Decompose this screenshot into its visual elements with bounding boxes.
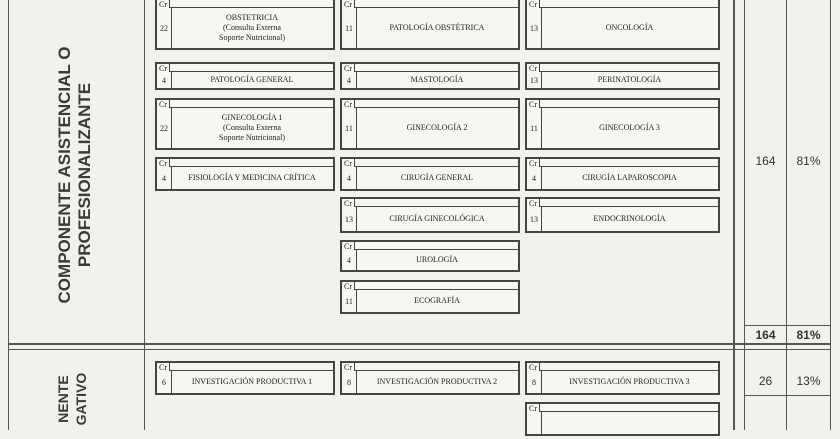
course-name: PERINATOLOGÍA — [597, 75, 662, 84]
course-patologia-obstetrica — [340, 0, 520, 50]
course-name: CIRUGÍA GINECOLÓGICA — [389, 214, 485, 223]
course-header-bar — [354, 363, 518, 371]
course-credits: 22 — [157, 8, 172, 48]
section-label-asistencial — [55, 35, 105, 315]
course-investigacion-productiva-3 — [525, 361, 720, 395]
cr-label: Cr — [529, 64, 537, 73]
course-name: CIRUGÍA LAPAROSCOPIA — [582, 173, 677, 182]
cr-label: Cr — [344, 363, 352, 372]
cr-label: Cr — [159, 64, 167, 73]
course-name: PATOLOGÍA GENERAL — [210, 75, 294, 84]
course-header-bar — [169, 100, 333, 108]
course-credits: 4 — [342, 167, 357, 189]
course-header-bar — [354, 0, 518, 8]
course-header-bar — [354, 199, 518, 207]
course-credits: 6 — [157, 371, 172, 393]
section-divider-2 — [8, 349, 831, 350]
investigativo-totals-line — [745, 395, 831, 396]
course-name — [541, 412, 718, 434]
course-credits: 8 — [342, 371, 357, 393]
course-credits: 8 — [527, 371, 542, 393]
course-credits: 4 — [157, 72, 172, 88]
section-label-investigativo-line1: NENTE — [55, 375, 71, 423]
totals-column-divider-a — [744, 0, 745, 430]
course-name: INVESTIGACIÓN PRODUCTIVA 3 — [569, 377, 690, 386]
course-credits: 22 — [157, 108, 172, 148]
course-name: ONCOLOGÍA — [605, 23, 654, 32]
totals-column-divider-b — [786, 0, 787, 430]
section-label-investigativo-line2: GATIVO — [73, 372, 89, 426]
section-divider-1 — [8, 343, 831, 345]
course-oncologia — [525, 0, 720, 50]
course-header-bar — [354, 282, 518, 290]
course-name: GINECOLOGÍA 2 — [406, 123, 468, 132]
course-name: INVESTIGACIÓN PRODUCTIVA 2 — [376, 377, 498, 386]
course-name: UROLOGÍA — [416, 255, 458, 264]
cr-label: Cr — [529, 363, 537, 372]
course-patologia-general — [155, 62, 335, 90]
course-partial-bottom — [525, 402, 720, 436]
subtotal-top-line — [745, 325, 831, 326]
course-name: OBSTETRICIA (Consulta Externa Soporte Nutricional) — [219, 13, 285, 42]
course-ginecologia-3 — [525, 98, 720, 150]
table-border-left — [8, 0, 9, 430]
course-header-bar — [539, 100, 718, 108]
course-cirugia-general — [340, 157, 520, 191]
course-credits: 13 — [527, 8, 542, 48]
course-name: ENDOCRINOLOGÍA — [593, 214, 666, 223]
course-header-bar — [539, 404, 718, 412]
cr-label: Cr — [344, 159, 352, 168]
course-ginecologia-2 — [340, 98, 520, 150]
course-credits: 13 — [342, 207, 357, 231]
course-name: GINECOLOGÍA 1 (Consulta Externa Soporte Nutricional) — [219, 113, 285, 142]
asistencial-total-credits: 164 — [755, 154, 776, 168]
cr-label: Cr — [344, 199, 352, 208]
course-name: MASTOLOGÍA — [410, 75, 464, 84]
course-credits: 11 — [342, 108, 357, 148]
course-name: ECOGRAFÍA — [414, 296, 460, 305]
cr-label: Cr — [529, 199, 537, 208]
cr-label: Cr — [159, 159, 167, 168]
course-header-bar — [539, 363, 718, 371]
course-cirugia-laparoscopia — [525, 157, 720, 191]
course-name: FISIOLOGÍA Y MEDICINA CRÍTICA — [188, 173, 316, 182]
course-investigacion-productiva-2 — [340, 361, 520, 395]
course-header-bar — [169, 64, 333, 72]
course-credits: 13 — [527, 207, 542, 231]
course-header-bar — [354, 242, 518, 250]
course-header-bar — [169, 0, 333, 8]
section-label-investigativo — [54, 359, 98, 439]
course-endocrinologia — [525, 197, 720, 233]
course-urologia — [340, 240, 520, 272]
cr-label: Cr — [344, 282, 352, 291]
course-header-bar — [169, 159, 333, 167]
asistencial-total-percent: 81% — [796, 154, 821, 168]
course-cirugia-ginecologica — [340, 197, 520, 233]
table-border-right — [830, 0, 831, 430]
investigativo-total-percent: 13% — [796, 374, 821, 388]
course-name: PATOLOGÍA OBSTÉTRICA — [389, 23, 485, 32]
course-header-bar — [539, 159, 718, 167]
course-credits: 11 — [342, 290, 357, 312]
course-ecografia — [340, 280, 520, 314]
cr-label: Cr — [159, 100, 167, 109]
asistencial-subtotal-credits: 164 — [755, 328, 776, 342]
cr-label: Cr — [529, 404, 537, 413]
asistencial-subtotal-percent: 81% — [796, 328, 821, 342]
cr-label: Cr — [344, 100, 352, 109]
course-obstetricia — [155, 0, 335, 50]
course-header-bar — [539, 199, 718, 207]
course-credits: 13 — [527, 72, 542, 88]
course-header-bar — [539, 0, 718, 8]
course-header-bar — [354, 100, 518, 108]
course-mastologia — [340, 62, 520, 90]
label-column-divider — [144, 0, 145, 430]
cr-label: Cr — [159, 0, 167, 9]
cr-label: Cr — [159, 363, 167, 372]
cr-label: Cr — [529, 100, 537, 109]
course-credits — [527, 412, 542, 434]
cr-label: Cr — [344, 64, 352, 73]
course-name: CIRUGÍA GENERAL — [400, 173, 474, 182]
course-header-bar — [354, 159, 518, 167]
course-header-bar — [539, 64, 718, 72]
course-fisiologia-medicina-critica — [155, 157, 335, 191]
course-credits: 4 — [342, 250, 357, 270]
course-ginecologia-1 — [155, 98, 335, 150]
course-header-bar — [354, 64, 518, 72]
course-credits: 4 — [527, 167, 542, 189]
course-perinatologia — [525, 62, 720, 90]
course-credits: 4 — [157, 167, 172, 189]
course-name: GINECOLOGÍA 3 — [599, 123, 660, 132]
course-name: INVESTIGACIÓN PRODUCTIVA 1 — [191, 377, 313, 386]
course-header-bar — [169, 363, 333, 371]
course-investigacion-productiva-1 — [155, 361, 335, 395]
course-credits: 11 — [527, 108, 542, 148]
course-credits: 4 — [342, 72, 357, 88]
cr-label: Cr — [529, 159, 537, 168]
section-label-asistencial-line1: COMPONENTE ASISTENCIAL O — [55, 46, 74, 304]
content-column-divider — [733, 0, 735, 430]
cr-label: Cr — [344, 0, 352, 9]
investigativo-total-credits: 26 — [758, 374, 773, 388]
cr-label: Cr — [529, 0, 537, 9]
cr-label: Cr — [344, 242, 352, 251]
section-label-asistencial-line2: PROFESIONALIZANTE — [75, 82, 94, 268]
course-credits: 11 — [342, 8, 357, 48]
